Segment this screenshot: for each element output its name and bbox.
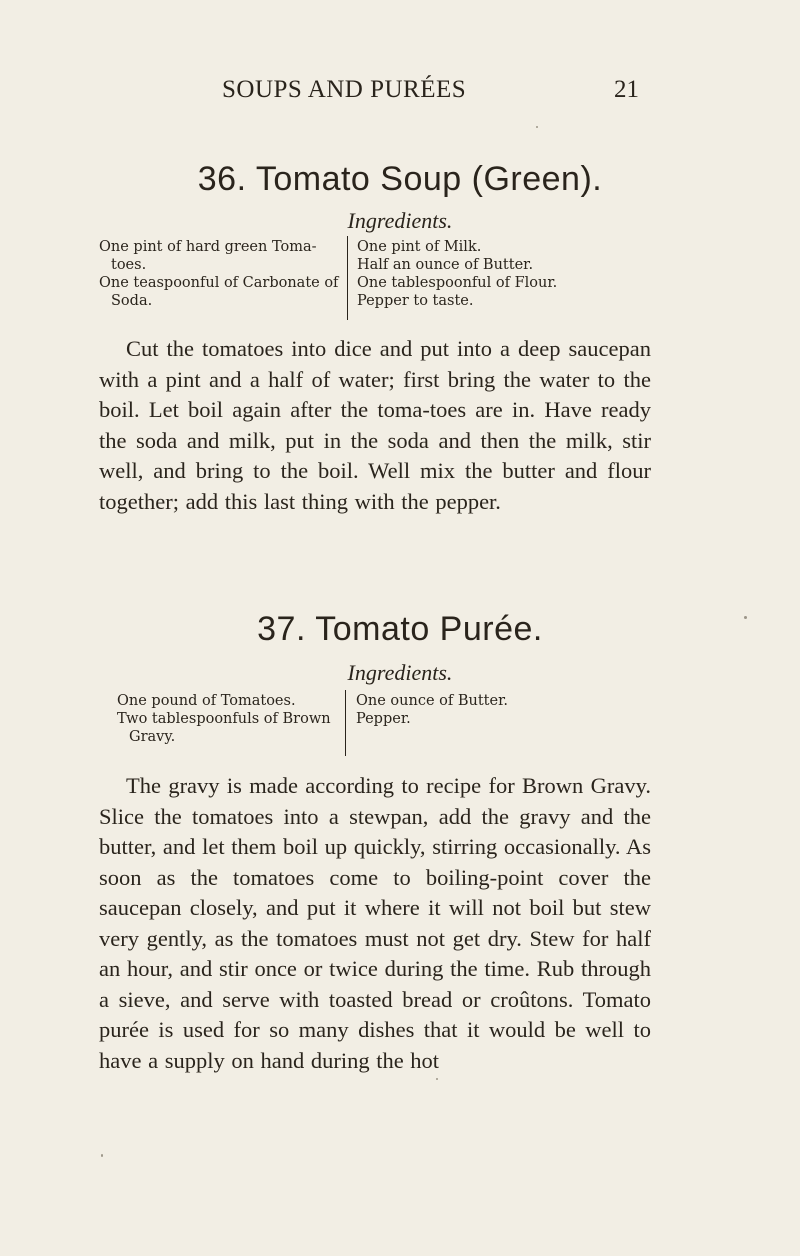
ingredient-item: One teaspoonful of Carbonate of Soda.: [99, 275, 339, 309]
ingredient-item: One pound of Tomatoes.: [117, 693, 296, 709]
ingredients-heading-37: Ingredients.: [347, 660, 453, 685]
recipe-method-36: Cut the tomatoes into dice and put into a deep saucepan with a pint and a half of water; first bring the water to the boil. Let boil again after the toma-toes are in. Have ready the soda and milk, put in the soda and then the milk, stir well, and bring to the boil. Well mix the butter and flour together; add this last thing with the pepper.: [99, 336, 651, 514]
recipe-title-36: 36. Tomato Soup (Green).: [197, 160, 603, 198]
ingredient-item: Half an ounce of Butter.: [357, 257, 534, 273]
ingredients-divider-36: [347, 236, 348, 320]
ingredients-heading-36: Ingredients.: [347, 208, 453, 233]
ingredients-divider-37: [345, 690, 346, 756]
running-head: SOUPS AND PURÉES: [222, 76, 467, 103]
ingredient-item: Two tablespoonfuls of Brown Gravy.: [117, 711, 331, 745]
ingredients-right-37: [356, 692, 616, 728]
recipe-method-37: The gravy is made according to recipe for Brown Gravy. Slice the tomatoes into a stewpan, add the gravy and the butter, and let them boil up quickly, stirring occasionally. As soon as the tomatoes come to boiling-point cover the saucepan closely, and put it where it will not boil but stew very gently, as the tomatoes must not get dry. Stew for half an hour, and stir once or twice during the time. Rub through a sieve, and serve with toasted bread or croûtons. Tomato purée is used for so many dishes that it would be well to have a supply on hand during the hot: [99, 773, 651, 1073]
ingredient-item: Pepper.: [356, 711, 411, 727]
recipe-title-37: 37. Tomato Purée.: [257, 610, 543, 648]
ingredient-item: One ounce of Butter.: [356, 693, 509, 709]
ingredients-right-36: [357, 238, 657, 310]
ingredient-item: One pint of hard green Toma-toes.: [99, 239, 317, 273]
ingredient-item: One tablespoonful of Flour.: [357, 275, 558, 291]
paper-speck: [101, 1154, 103, 1157]
paper-speck: [744, 616, 747, 619]
ingredient-item: One pint of Milk.: [357, 239, 482, 255]
ingredients-left-36: [99, 238, 339, 310]
page-number: 21: [614, 76, 639, 103]
paper-speck: [536, 126, 538, 128]
paper-speck: [436, 1078, 438, 1080]
ingredient-item: Pepper to taste.: [357, 293, 474, 309]
ingredients-left-37: [117, 692, 345, 746]
